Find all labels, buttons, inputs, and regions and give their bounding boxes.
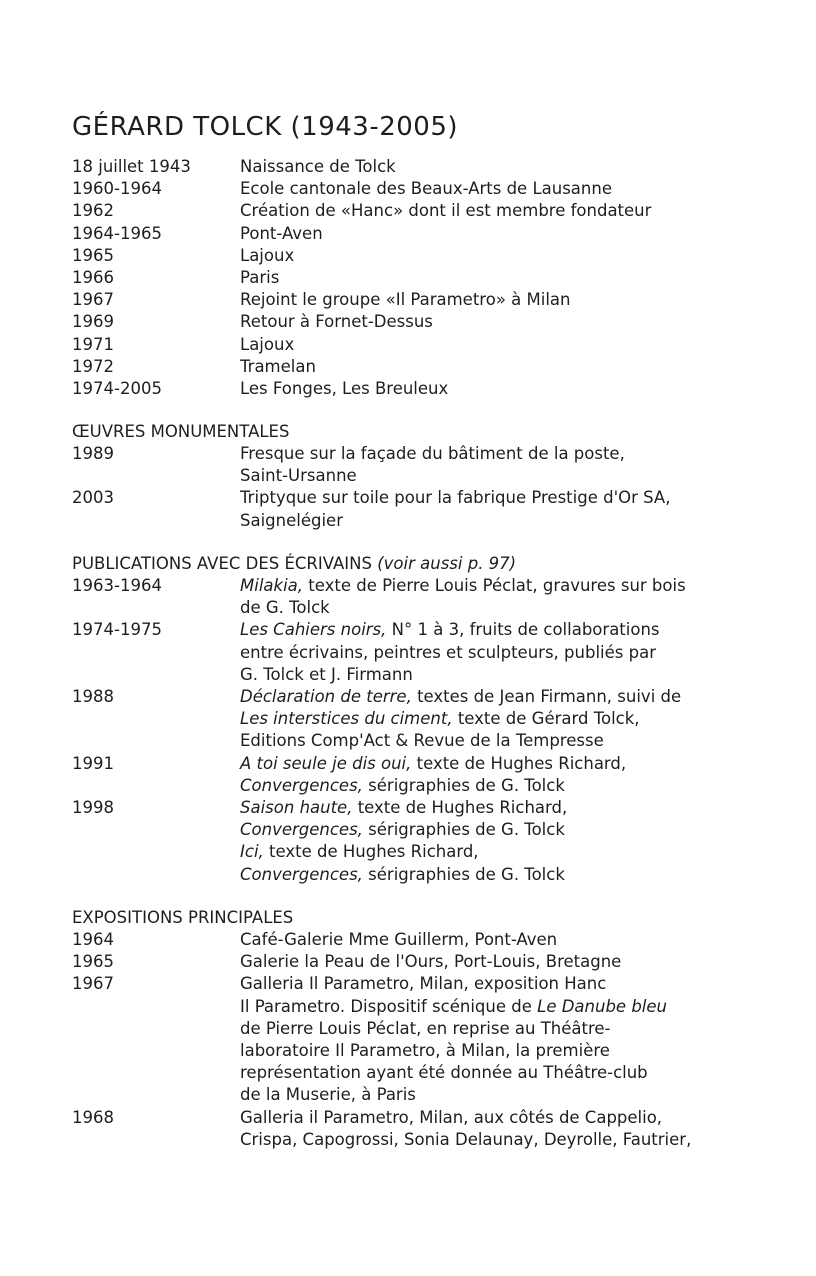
expositions-list [72, 929, 792, 1151]
item-text: Triptyque sur toile pour la fabrique Prestige d'Or SA, Saignelégier [240, 488, 671, 530]
list-item [72, 178, 792, 200]
list-item [72, 973, 792, 1106]
list-item [72, 267, 792, 289]
item-date: 1964-1965 [72, 223, 162, 243]
item-text [240, 575, 792, 619]
list-item [72, 1107, 792, 1151]
italic-title: Convergences, [240, 775, 363, 795]
item-date: 1988 [72, 687, 114, 707]
text-run: texte de Hughes Richard, [269, 842, 479, 862]
item-date: 1967 [72, 974, 114, 994]
list-item [72, 686, 792, 753]
item-text [240, 797, 792, 886]
item-text [240, 951, 792, 973]
list-item [72, 245, 792, 267]
italic-title: Les Cahiers noirs, [240, 620, 387, 640]
item-date: 1968 [72, 1107, 114, 1127]
list-item [72, 753, 792, 797]
list-item [72, 929, 792, 951]
list-item [72, 289, 792, 311]
item-date: 1974-1975 [72, 620, 162, 640]
item-text: Ecole cantonale des Beaux-Arts de Lausanne [240, 179, 612, 199]
list-item [72, 378, 792, 400]
section-heading-monumental: ŒUVRES MONUMENTALES [72, 422, 290, 441]
text-run: Galerie la Peau de l'Ours, Port-Louis, Bretagne [240, 952, 622, 972]
text-run: N° 1 à 3, fruits de collaborations entre écrivains, peintres et sculpteurs, publiés par G. Tolck et J. Firmann [240, 620, 660, 684]
item-date: 1972 [72, 356, 114, 376]
item-date: 1998 [72, 798, 114, 818]
text-run: de Pierre Louis Péclat, en reprise au Théâtre- laboratoire Il Parametro, à Milan, la première représentation ayant été donnée au Théâtre-club de la Muserie, à Paris [240, 1018, 648, 1105]
item-date: 1963-1964 [72, 576, 162, 595]
italic-title: Saison haute, [240, 798, 353, 818]
list-item [72, 311, 792, 333]
item-date: 1989 [72, 444, 114, 463]
item-date: 1962 [72, 201, 114, 221]
item-date: 1967 [72, 290, 114, 310]
item-date: 18 juillet 1943 [72, 157, 191, 176]
list-item [72, 443, 792, 487]
item-date: 1974-2005 [72, 379, 162, 399]
text-run: texte de Hughes Richard, [416, 753, 627, 773]
list-item [72, 356, 792, 378]
italic-title: Milakia, [240, 576, 304, 595]
item-text: Création de «Hanc» dont il est membre fondateur [240, 201, 652, 221]
text-run: Galleria Il Parametro, Milan, exposition Hanc Il Parametro. Dispositif scénique de [240, 974, 607, 1016]
text-run: textes de Jean Firmann, suivi de [417, 687, 682, 707]
item-text [240, 929, 792, 951]
section-heading-note: (voir aussi p. 97) [377, 554, 517, 573]
italic-title: Le Danube bleu [537, 996, 667, 1016]
monumental-list [72, 443, 792, 532]
item-text: Retour à Fornet-Dessus [240, 312, 433, 332]
list-item [72, 575, 792, 619]
text-run: Café-Galerie Mme Guillerm, Pont-Aven [240, 930, 558, 949]
item-text: Pont-Aven [240, 223, 323, 243]
italic-title: Ici, [240, 842, 264, 862]
item-text: Lajoux [240, 334, 295, 354]
section-heading-text: PUBLICATIONS AVEC DES ÉCRIVAINS [72, 554, 372, 573]
item-text: Tramelan [240, 356, 316, 376]
list-item [72, 797, 792, 886]
item-date: 1991 [72, 753, 114, 773]
text-run: texte de Pierre Louis Péclat, gravures sur bois de G. Tolck [240, 576, 686, 618]
page-title: GÉRARD TOLCK (1943-2005) [72, 112, 459, 142]
item-text: Paris [240, 268, 280, 288]
italic-title: Convergences, [240, 820, 363, 840]
text-run: texte de Gérard Tolck, Editions Comp'Act & Revue de la Tempresse [240, 709, 640, 751]
section-heading-expositions: EXPOSITIONS PRINCIPALES [72, 908, 294, 927]
item-date: 1965 [72, 245, 114, 265]
chronology-list [72, 156, 792, 400]
item-text: Les Fonges, Les Breuleux [240, 379, 449, 399]
item-text [240, 619, 792, 686]
text-run: sérigraphies de G. Tolck [362, 864, 565, 884]
item-date: 1960-1964 [72, 179, 162, 199]
text-run: sérigraphies de G. Tolck [368, 820, 565, 840]
italic-title: Convergences, [240, 864, 363, 884]
item-date: 1965 [72, 952, 114, 972]
item-text [240, 753, 792, 797]
list-item [72, 619, 792, 686]
text-run: Galleria il Parametro, Milan, aux côtés de Cappelio, Crispa, Capogrossi, Sonia Delaunay, Deyrolle, Fautrier, [240, 1107, 692, 1149]
item-text [240, 1107, 792, 1151]
item-date: 1971 [72, 334, 114, 354]
list-item [72, 200, 792, 222]
list-item [72, 951, 792, 973]
list-item [72, 156, 792, 178]
item-date: 1969 [72, 312, 114, 332]
item-text: Rejoint le groupe «Il Parametro» à Milan [240, 290, 571, 310]
item-text: Fresque sur la façade du bâtiment de la poste, Saint-Ursanne [240, 444, 625, 486]
item-text: Lajoux [240, 245, 295, 265]
list-item [72, 334, 792, 356]
text-run: texte de Hughes Richard, [357, 798, 568, 818]
italic-title: A toi seule je dis oui, [240, 753, 412, 773]
text-run: sérigraphies de G. Tolck [362, 775, 565, 795]
publications-list [72, 575, 792, 886]
item-date: 1966 [72, 268, 114, 288]
list-item [72, 487, 792, 531]
item-text: Naissance de Tolck [240, 157, 396, 176]
section-heading-publications [72, 553, 516, 575]
item-date: 1964 [72, 930, 114, 949]
list-item [72, 223, 792, 245]
italic-title: Les interstices du ciment, [240, 709, 453, 729]
item-date: 2003 [72, 488, 114, 508]
item-text [240, 686, 792, 753]
italic-title: Déclaration de terre, [240, 687, 412, 707]
item-text [240, 973, 792, 1106]
